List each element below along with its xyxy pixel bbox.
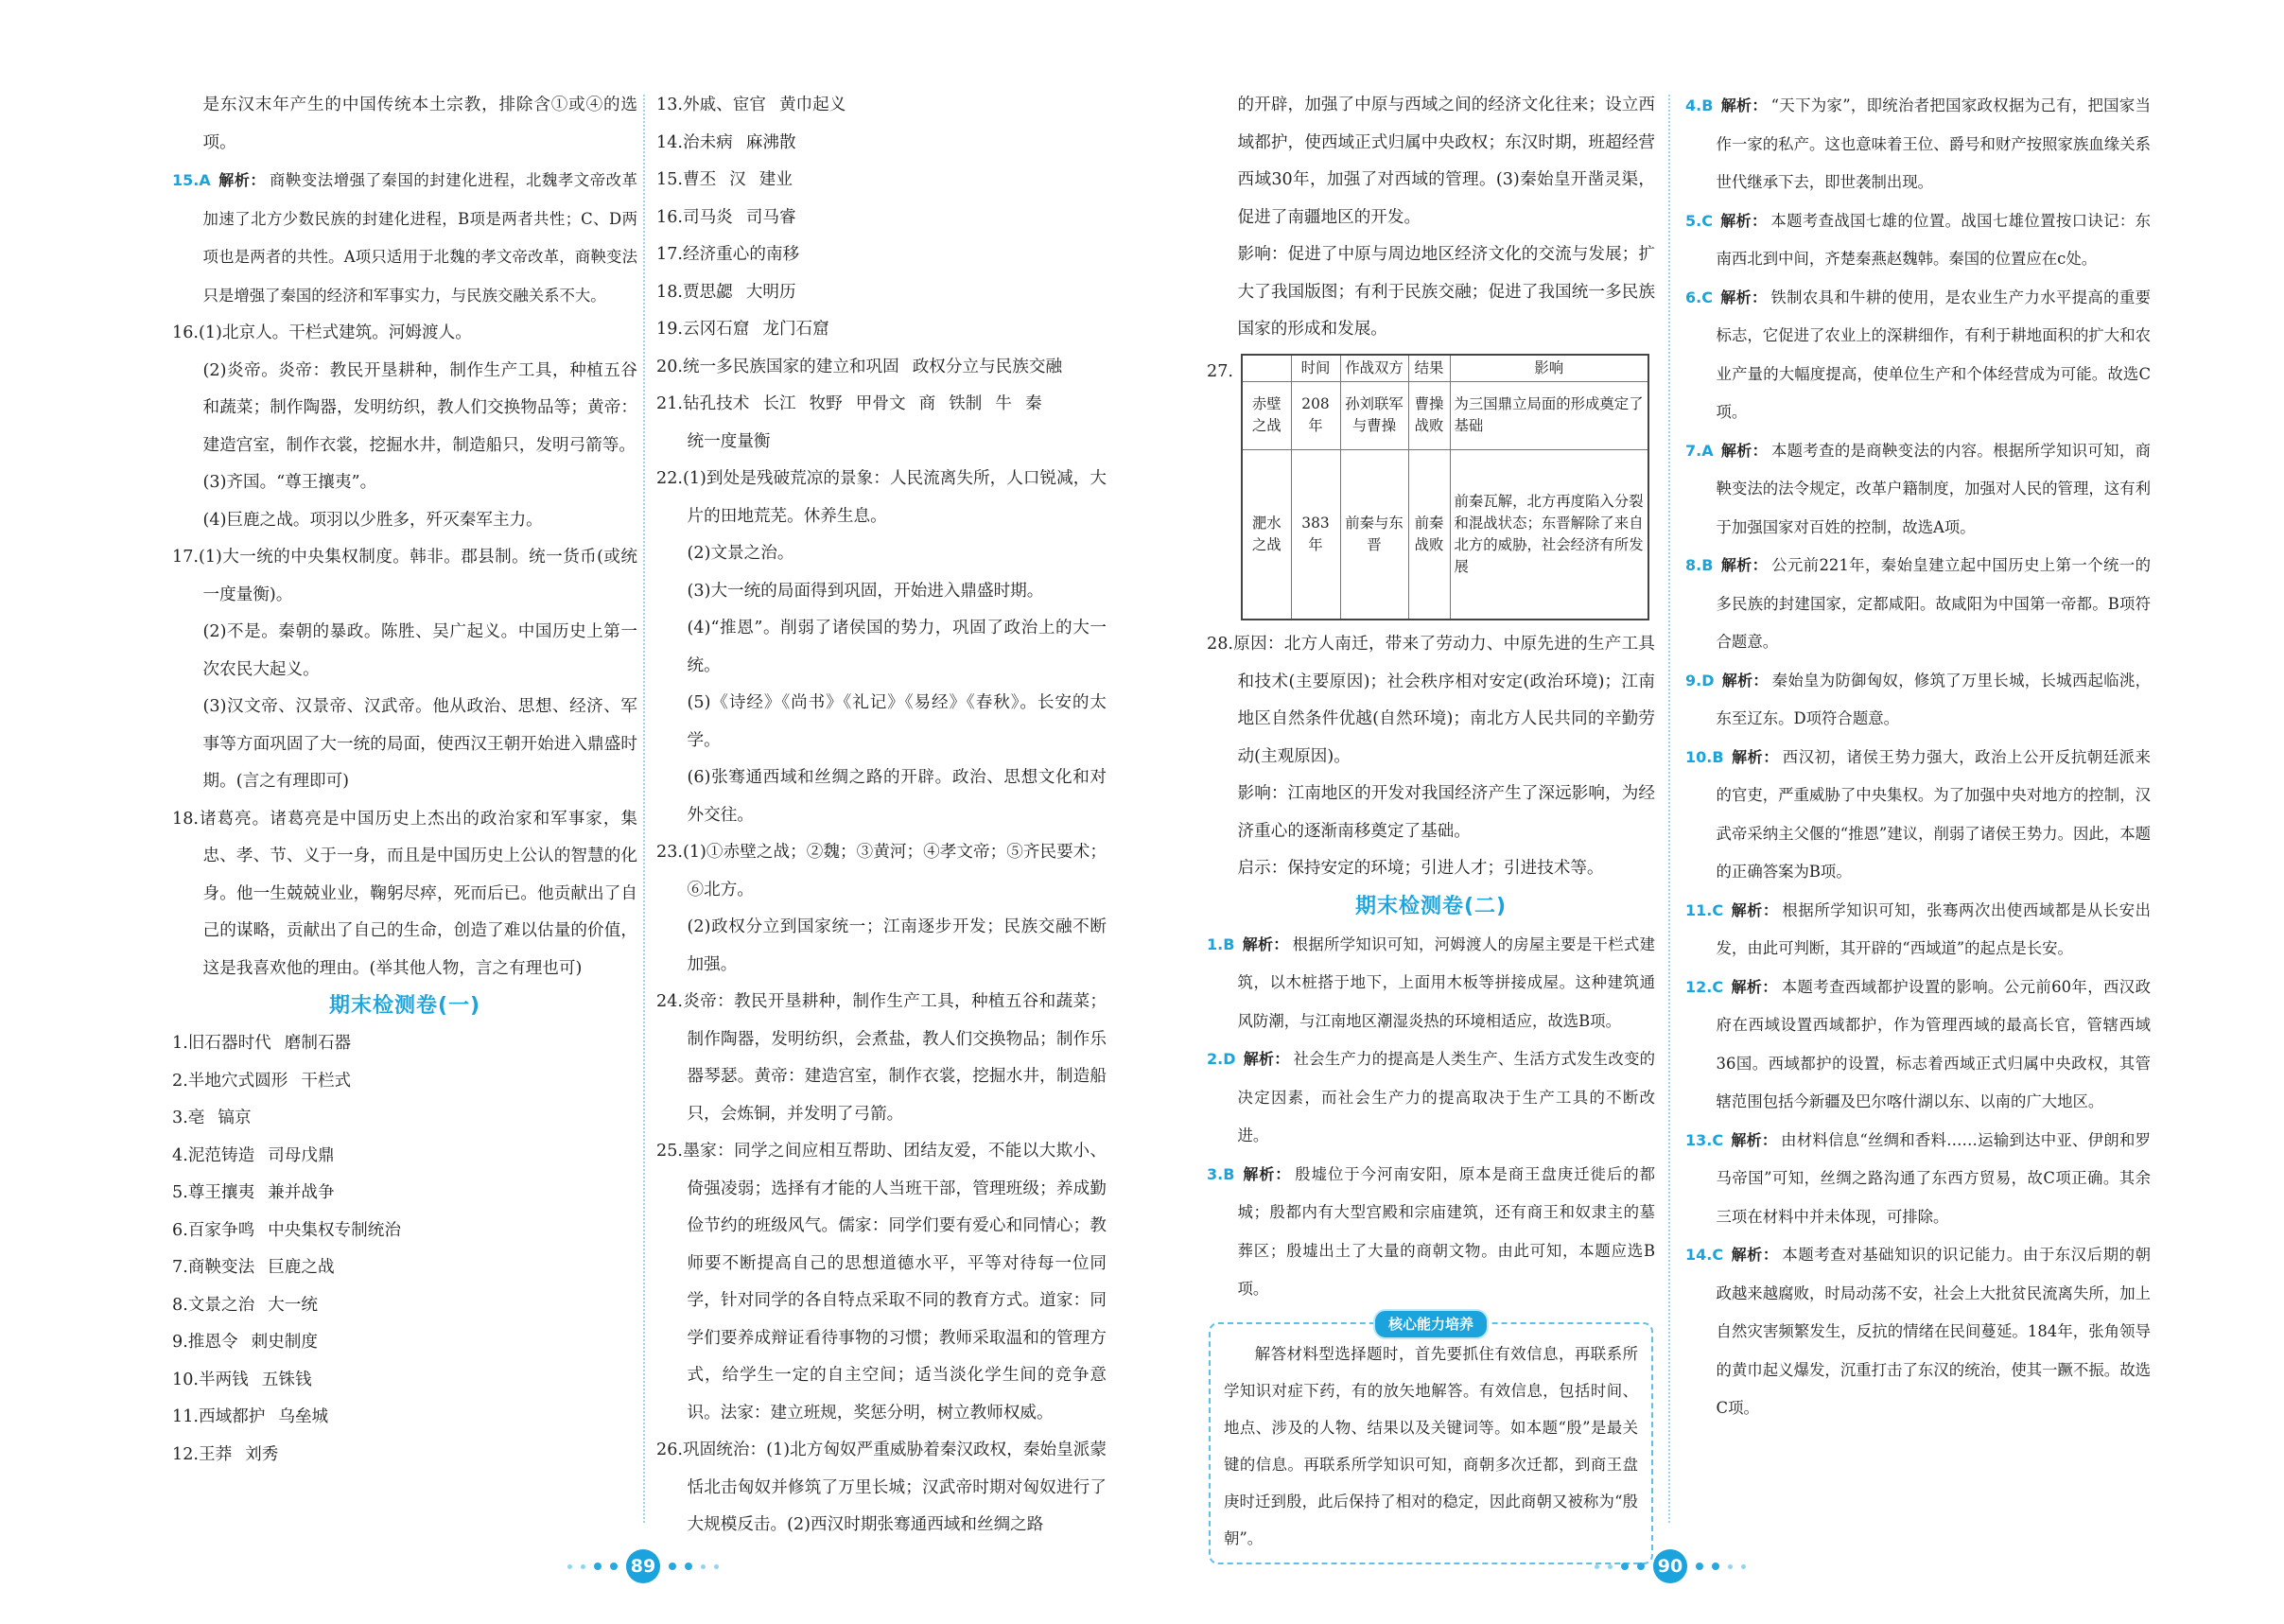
table-cell: 孙刘联军与曹操 [1340,381,1408,449]
list-item [172,1287,637,1325]
answer-list [172,1025,637,1474]
answer-text: 根据所学知识可知，张骞两次出使西域都是从长安出发，由此可判断，其开辟的“西域道”的起点是长安。 [1716,900,2151,957]
list-term: 镐京 [218,1109,252,1127]
answer-item [1685,739,2151,892]
answer-item [1685,1236,2151,1428]
list-item [656,236,1107,274]
answer-item: (4)“推恩”。削弱了诸侯国的势力，巩固了政治上的大一统。 [687,619,1107,675]
list-term: 商 [918,394,936,413]
answer-item [656,386,1107,424]
answer-text: 殷墟位于今河南安阳，原本是商王盘庚迁徙后的都城；殷都内有大型宫殿和宗庙建筑，还有商王和奴隶主的墓葬区；殷墟出土了大量的商朝文物。由此可知，本题应选B项。 [1237,1164,1655,1298]
right-page-column-2 [1685,87,2151,1428]
answer-item [1685,279,2151,432]
list-term: 长江 [762,394,796,413]
list-lead: 7.商鞅变法 [172,1258,255,1277]
answer-number: 7.A [1685,441,1714,460]
table-row [1242,449,1648,620]
right-page-column-1 [1207,87,1655,1564]
page-number: 89 [626,1549,660,1583]
decor-dot [1741,1564,1746,1569]
answer-item: 影响：江南地区的开发对我国经济产生了深远影响，为经济重心的逐渐南移奠定了基础。 [1237,784,1655,841]
battle-table [1241,354,1649,621]
answer-item [172,162,637,315]
analysis-label: 解析： [1243,1050,1290,1068]
analysis-label: 解析： [1721,671,1769,690]
decor-dot [1608,1564,1613,1569]
table-cell: 前秦瓦解，北方再度陷入分裂和混战状态；东晋解除了来自北方的威胁，社会经济有所发展 [1450,449,1648,620]
answer-item: 启示：保持安定的环境；引进人才；引进技术等。 [1237,859,1604,878]
list-lead: 3.亳 [172,1109,205,1127]
answer-list [656,87,1107,349]
answer-item: (2)不是。秦朝的暴政。陈胜、吴广起义。中国历史上第一次农民大起义。 [202,622,637,679]
list-item [172,1399,637,1437]
answer-text: 本题考查战国七雄的位置。战国七雄位置按口诀记：东南西北到中间，齐楚秦燕赵魏韩。秦国的位置应在c处。 [1716,211,2151,268]
answer-number: 9.D [1685,671,1715,690]
decor-dot [1595,1564,1599,1569]
table-header-cell: 作战双方 [1340,355,1408,382]
table-cell: 前秦与东晋 [1340,449,1408,620]
analysis-label: 解析： [1719,288,1768,306]
table-cell: 赤壁之战 [1242,381,1291,449]
answer-text: 本题考查西域都护设置的影响。公元前60年，西汉政府在西域设置西域都护，作为管理西域的最高长官，管辖西域36国。西域都护的设置，标志着西域正式归属中央政权，其管辖范围包括今新疆及巴尔喀什湖以东、以南的广大地区。 [1716,977,2151,1110]
answer-item: 28.原因：北方人南迁，带来了劳动力、中原先进的生产工具和技术(主要原因)；社会秩序相对安定(政治环境)；江南地区自然条件优越(自然环境)；南北方人民共同的辛勤劳动(主观原因)。 [1207,635,1655,766]
table-header-cell: 结果 [1408,355,1450,382]
table-cell: 为三国鼎立局面的形成奠定了基础 [1450,381,1648,449]
list-term: 黄巾起义 [778,96,846,114]
table-header-cell [1242,355,1291,382]
page-number-right [1595,1549,1746,1583]
decor-dot [1696,1563,1703,1570]
tip-text: 解答材料型选择题时，首先要抓住有效信息，再联系所学知识对症下药，有的放矢地解答。有效信息，包括时间、地点、涉及的人物、结果以及关键词等。如本题“殷”是最关键的信息。再联系所学知识可知，商朝多次迁都，到商王盘庚时迁到殷，此后保持了相对的稳定，因此商朝又被称为“殷朝”。 [1224,1344,1638,1547]
answer-item [1207,1040,1655,1156]
table-row [1242,381,1648,449]
table-cell: 208年 [1291,381,1340,449]
list-lead: 13.外戚、宦官 [656,96,766,114]
decor-dot [685,1563,692,1570]
table-cell: 前秦战败 [1408,449,1450,620]
list-lead: 15.曹丕 [656,170,717,189]
list-term: 刺史制度 [251,1333,318,1352]
list-item [172,1175,637,1213]
list-item [172,1025,637,1063]
section-title: 期末检测卷(二) [1354,894,1508,918]
answer-text: 秦始皇为防御匈奴，修筑了万里长城，长城西起临洮，东至辽东。D项符合题意。 [1716,671,2151,727]
list-item [656,87,1107,125]
list-item [172,1249,637,1287]
table-header-row [1242,355,1648,382]
answer-number: 13.C [1685,1130,1724,1149]
analysis-label: 解析： [1731,977,1778,996]
answer-number: 3.B [1207,1164,1235,1183]
answer-item: 16.(1)北京人。干栏式建筑。河姆渡人。 [172,323,472,342]
decor-dot [714,1564,719,1569]
answer-number: 15.A [172,171,211,189]
table-header-cell: 影响 [1450,355,1648,382]
list-lead: 14.治未病 [656,132,733,152]
answer-number: 8.B [1685,556,1714,574]
column-divider [1668,95,1670,1523]
tip-box [1209,1315,1653,1564]
list-item [172,1063,637,1101]
answer-list [1207,926,1655,1309]
analysis-label: 解析： [1731,747,1779,766]
answer-number: 10.B [1685,747,1724,766]
list-item [656,162,1107,200]
tip-badge: 核心能力培养 [1373,1309,1489,1339]
answer-text: 铁制农具和牛耕的使用，是农业生产力水平提高的重要标志，它促进了农业上的深耕细作，有利于耕地面积的扩大和农业产量的大幅度提高，使单位生产和个体经营成为可能。故选C项。 [1716,288,2151,421]
left-page-column-1 [172,87,637,1474]
answer-item [1685,662,2151,739]
answer-item: (6)张骞通西域和丝绸之路的开辟。政治、思想文化和对外交往。 [687,768,1107,825]
answer-item [1685,892,2151,969]
table-cell: 曹操战败 [1408,381,1450,449]
list-lead: 10.半两钱 [172,1370,249,1389]
list-term: 干栏式 [301,1071,352,1091]
answer-item: (5)《诗经》《尚书》《礼记》《易经》《春秋》。长安的太学。 [687,693,1107,750]
analysis-label: 解析： [1731,1246,1779,1264]
list-lead: 2.半地穴式圆形 [172,1071,288,1091]
answer-item: 18.诸葛亮。诸葛亮是中国历史上杰出的政治家和军事家，集忠、孝、节、义于一身，而且是中国历史上公认的智慧的化身。他一生兢兢业业，鞠躬尽瘁，死而后已。他贡献出了自己的谋略，贡献出了自己的生命，创造了难以估量的价值，这是我喜欢他的理由。(举其他人物，言之有理也可) [172,809,637,978]
list-term: 司母戊鼎 [268,1145,335,1165]
answer-text: 本题考查对基础知识的识记能力。由于东汉后期的朝政越来越腐败，时局动荡不安，社会上大批贫民流离失所，加上自然灾害频繁发生，反抗的情绪在民间蔓延。184年，张角领导的黄巾起义爆发，沉重打击了东汉的统治，使其一蹶不振。故选C项。 [1716,1246,2151,1417]
list-item [172,1437,637,1475]
answer-text: 由材料信息“丝绸和香料……运输到达中亚、伊朗和罗马帝国”可知，丝绸之路沟通了东西方贸易，故C项正确。其余三项在材料中并未体现，可排除。 [1716,1130,2151,1226]
list-term: 秦 [1024,394,1042,413]
answer-number: 6.C [1685,288,1713,306]
list-term: 乌垒城 [278,1407,329,1426]
answer-text: “天下为家”，即统治者把国家政权据为己有，把国家当作一家的私产。这也意味着王位、爵号和财产按照家族血缘关系世代继承下去，即世袭制出现。 [1716,96,2151,191]
answer-item: 17.(1)大一统的中央集权制度。韩非。郡县制。统一货币(或统一度量衡)。 [172,548,637,604]
list-term: 兼并战争 [268,1183,335,1202]
table-cell: 383年 [1291,449,1340,620]
list-lead: 19.云冈石窟 [656,320,750,339]
decor-dot [1621,1563,1629,1570]
answer-number: 2.D [1207,1050,1236,1068]
list-term: 磨制石器 [284,1034,352,1053]
list-lead: 8.文景之治 [172,1295,255,1315]
list-item [172,1138,637,1176]
answer-item: (3)大一统的局面得到巩固，开始进入鼎盛时期。 [687,581,1044,601]
list-lead: 12.王莽 [172,1444,233,1464]
section-title: 期末检测卷(一) [328,994,481,1018]
list-term: 中央集权专制统治 [268,1220,401,1240]
answer-item [1207,926,1655,1041]
list-item [656,200,1107,237]
answer-item [1685,432,2151,548]
answer-item [1207,1156,1655,1309]
list-term: 牛 [995,394,1012,413]
answer-item: 26.巩固统治：(1)北方匈奴严重威胁着秦汉政权，秦始皇派蒙恬北击匈奴并修筑了万里长城；汉武帝时期对匈奴进行了大规模反击。(2)西汉时期张骞通西域和丝绸之路 [656,1441,1107,1534]
analysis-label: 解析： [1242,1164,1292,1183]
list-item [656,125,1107,163]
list-term: 龙门石窟 [762,320,829,339]
list-lead: 4.泥范铸造 [172,1145,255,1165]
paragraph: 的开辟，加强了中原与西域之间的经济文化往来；设立西域都护，使西域正式归属中央政权；东汉时期，班超经营西域30年，加强了对西域的管理。(3)秦始皇开凿灵渠，促进了南疆地区的开发。 [1237,96,1655,227]
analysis-label: 解析： [1719,211,1768,230]
column-divider [643,95,645,1523]
answer-item: 25.墨家：同学之间应相互帮助、团结友爱，不能以大欺小、倚强凌弱；选择有才能的人当班干部，管理班级；养成勤俭节约的班级风气。儒家：同学们要有爱心和同情心；教师要不断提高自己的思想道德水平，平等对待每一位同学，针对同学的各自特点采取不同的教育方式。道家：同学们要养成辩证看待事物的习惯；教师采取温和的管理方式，给学生一定的自主空间；适当淡化学生间的竞争意识。法家：建立班规，奖惩分明，树立教师权威。 [656,1142,1107,1423]
question-27 [1207,354,1655,621]
answer-number: 1.B [1207,934,1235,953]
answer-item [1685,202,2151,279]
answer-text: 西汉初，诸侯王势力强大，政治上公开反抗朝廷派来的官吏，严重威胁了中央集权。为了加强中央对地方的控制，汉武帝采纳主父偃的“推恩”建议，削弱了诸侯王势力。因此，本题的正确答案为B项。 [1716,747,2151,881]
list-lead: 16.司马炎 [656,207,733,227]
list-item [172,1324,637,1362]
answer-text: 公元前221年，秦始皇建立起中国历史上第一个统一的多民族的封建国家，定都咸阳。故咸阳为中国第一帝都。B项符合题意。 [1716,556,2151,651]
answer-item [1685,969,2151,1122]
analysis-label: 解析： [1242,934,1289,953]
list-lead: 21.钻孔技术 [656,394,750,413]
answer-item: 23.(1)①赤壁之战；②魏；③黄河；④孝文帝；⑤齐民要术；⑥北方。 [656,843,1107,899]
answer-number: 11.C [1685,900,1724,919]
decor-dot [701,1564,706,1569]
analysis-label: 解析： [218,171,266,189]
list-lead: 6.百家争鸣 [172,1220,255,1240]
answer-item: 20.统一多民族国家的建立和巩固 政权分立与民族交融 [656,357,1063,376]
answer-text: 社会生产力的提高是人类生产、生活方式发生改变的决定因素，而社会生产力的提高取决于生产工具的不断改进。 [1237,1050,1655,1144]
list-lead: 5.尊王攘夷 [172,1183,255,1202]
list-term: 铁制 [949,394,983,413]
list-term: 大一统 [268,1295,318,1315]
list-lead: 18.贾思勰 [656,282,733,302]
decor-dot [669,1563,676,1570]
list-term: 麻沸散 [745,132,796,152]
answer-text: 本题考查的是商鞅变法的内容。根据所学知识可知，商鞅变法的法令规定，改革户籍制度，加强对人民的管理，这有利于加强国家对百姓的控制，故选A项。 [1716,441,2151,536]
list-item [656,311,1107,349]
decor-dot [1728,1564,1733,1569]
analysis-label: 解析： [1720,441,1768,460]
answer-item [1685,1122,2151,1237]
left-page-column-2 [656,87,1107,1545]
answer-item [1685,87,2151,202]
decor-dot [594,1563,602,1570]
answer-number: 12.C [1685,977,1724,996]
answer-item: 24.炎帝：教民开垦耕种，制作生产工具，种植五谷和蔬菜；制作陶器，发明纺织，会煮盐，教人们交换物品；制作乐器琴瑟。黄帝：建造宫室，制作衣裳，挖掘水井，制造船只，会炼铜，并发明了弓箭。 [656,992,1107,1124]
paragraph: 影响：促进了中原与周边地区经济文化的交流与发展；扩大了我国版图；有利于民族交融；促进了我国统一多民族国家的形成和发展。 [1237,245,1655,339]
list-lead: 11.西域都护 [172,1407,266,1426]
analysis-label: 解析： [1720,96,1768,114]
page-number-left [567,1549,719,1583]
answer-item [1685,547,2151,662]
answer-text: 商鞅变法增强了秦国的封建化进程，北魏孝文帝改革加速了北方少数民族的封建化进程，B项是两者共性；C、D两项也是两者的共性。A项只适用于北魏的孝文帝改革，商鞅变法只是增强了秦国的经济和军事实力，与民族交融关系不大。 [202,171,637,305]
analysis-label: 解析： [1731,1130,1778,1149]
list-term: 大明历 [745,282,796,302]
answer-number: 4.B [1685,96,1714,114]
list-term: 司马睿 [745,207,796,227]
answer-item: (2)炎帝。炎帝：教民开垦耕种，制作生产工具，种植五谷和蔬菜；制作陶器，发明纺织，教人们交换物品等；黄帝：建造宫室，制作衣裳，挖掘水井，制造船只，发明弓箭等。 [202,360,637,455]
decor-dot [567,1564,572,1569]
list-term: 五铢钱 [261,1370,312,1389]
answer-item: 统一度量衡 [687,431,771,451]
list-term: 建业 [758,170,793,189]
list-term: 刘秀 [245,1444,279,1464]
list-lead: 1.旧石器时代 [172,1034,271,1053]
answer-list [1685,87,2151,1428]
list-item [172,1362,637,1400]
list-term: 甲骨文 [855,394,906,413]
answer-item: (4)巨鹿之战。项羽以少胜多，歼灭秦军主力。 [202,510,543,530]
list-item [172,1100,637,1138]
analysis-label: 解析： [1720,556,1769,574]
table-header-cell: 时间 [1291,355,1340,382]
decor-dot [1712,1563,1719,1570]
page-number: 90 [1653,1549,1687,1583]
answer-item: (2)政权分立到国家统一；江南逐步开发；民族交融不断加强。 [687,917,1107,974]
decor-dot [1637,1563,1645,1570]
decor-dot [610,1563,618,1570]
list-term: 汉 [729,170,746,189]
table-cell: 淝水之战 [1242,449,1291,620]
list-lead: 9.推恩令 [172,1333,238,1352]
list-item [656,274,1107,312]
analysis-label: 解析： [1731,900,1779,919]
answer-item: (3)齐国。“尊王攘夷”。 [202,473,377,492]
question-number: 27. [1207,361,1233,381]
answer-item: (2)文景之治。 [687,544,794,563]
list-lead: 17.经济重心的南移 [656,245,800,264]
decor-dot [581,1564,585,1569]
answer-text: 根据所学知识可知，河姆渡人的房屋主要是干栏式建筑，以木桩搭于地下，上面用木板等拼接成屋。这种建筑通风防潮，与江南地区潮湿炎热的环境相适应，故选B项。 [1237,934,1655,1030]
paragraph: 是东汉末年产生的中国传统本土宗教，排除含①或④的选项。 [202,96,637,152]
answer-number: 5.C [1685,211,1713,230]
list-item [172,1213,637,1250]
answer-item: (3)汉文帝、汉景帝、汉武帝。他从政治、思想、经济、军事等方面巩固了大一统的局面，使西汉王朝开始进入鼎盛时期。(言之有理即可) [202,697,637,791]
list-term: 牧野 [809,394,843,413]
answer-item: 22.(1)到处是残破荒凉的景象：人民流离失所，人口锐减，大片的田地荒芜。休养生息。 [656,469,1107,526]
answer-number: 14.C [1685,1246,1724,1264]
list-term: 巨鹿之战 [268,1258,335,1277]
